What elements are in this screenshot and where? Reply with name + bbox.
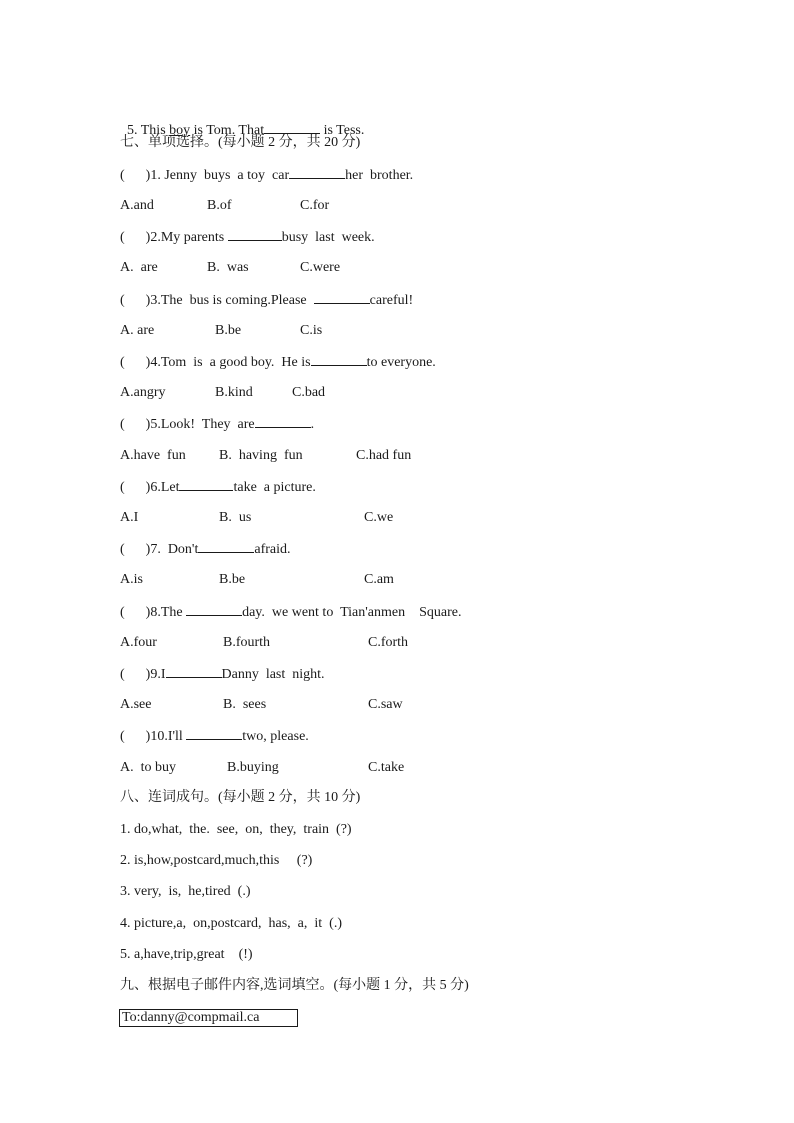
q5-text-pre: 5. This <box>127 123 170 138</box>
question-8-stem <box>120 603 461 622</box>
question-text-end: take a picture. <box>233 480 316 495</box>
question-6-option-c[interactable]: C.we <box>364 510 394 525</box>
question-10-option-a[interactable]: A. to buy <box>120 760 176 775</box>
question-text: ( )5.Look! They are <box>120 417 255 432</box>
question-text-end: Danny last night. <box>221 667 325 682</box>
question-text-end: two, please. <box>242 729 309 744</box>
question-1-option-c[interactable]: C.for <box>300 198 330 213</box>
question-text: ( )4.Tom is a good boy. He is <box>120 355 311 370</box>
question-text: ( )9.I <box>120 667 166 682</box>
sentence-item-2: 2. is,how,postcard,much,this (?) <box>120 853 313 868</box>
question-1-stem <box>120 166 413 185</box>
answer-blank[interactable] <box>311 353 367 366</box>
section-8-title: 八、连词成句。(每小题 2 分，共 10 分) <box>120 790 361 805</box>
answer-blank[interactable] <box>228 228 282 241</box>
question-text-end: to everyone. <box>366 355 436 370</box>
question-text: ( )1. Jenny buys a toy car <box>120 168 290 183</box>
answer-blank[interactable] <box>314 291 370 304</box>
question-5-option-b[interactable]: B. having fun <box>219 448 303 463</box>
question-4-option-c[interactable]: C.bad <box>292 385 326 400</box>
question-1-option-a[interactable]: A.and <box>120 198 154 213</box>
question-5-option-a[interactable]: A.have fun <box>120 448 186 463</box>
email-to-box: To:danny@compmail.ca <box>119 1009 298 1027</box>
question-9-option-c[interactable]: C.saw <box>368 697 403 712</box>
question-text-end: . <box>310 417 315 432</box>
question-text-end: afraid. <box>254 542 291 557</box>
question-text: ( )6.Let <box>120 480 180 495</box>
section-9-title: 九、根据电子邮件内容,选词填空。(每小题 1 分，共 5 分) <box>120 978 469 993</box>
q5-text-post: is Tess. <box>320 123 365 138</box>
question-7-option-b[interactable]: B.be <box>219 572 246 587</box>
sentence-item-4: 4. picture,a, on,postcard, has, a, it (.) <box>120 916 342 931</box>
question-9-option-b[interactable]: B. sees <box>223 697 267 712</box>
answer-blank[interactable] <box>179 478 233 491</box>
question-6-option-b[interactable]: B. us <box>219 510 252 525</box>
question-5-stem <box>120 415 314 434</box>
question-4-option-a[interactable]: A.angry <box>120 385 166 400</box>
question-text-end: busy last week. <box>281 230 375 245</box>
answer-blank[interactable] <box>186 727 242 740</box>
sentence-item-3: 3. very, is, he,tired (.) <box>120 884 251 899</box>
question-4-stem <box>120 353 436 372</box>
question-9-stem <box>120 665 325 684</box>
question-3-stem <box>120 291 413 310</box>
question-2-option-c[interactable]: C.were <box>300 260 341 275</box>
question-7-option-a[interactable]: A.is <box>120 572 143 587</box>
question-3-option-b[interactable]: B.be <box>215 323 242 338</box>
section-7-title: 七、单项选择。(每小题 2 分，共 20 分) <box>120 135 361 150</box>
question-text-end: careful! <box>369 293 414 308</box>
question-1-option-b[interactable]: B.of <box>207 198 232 213</box>
question-text-end: her brother. <box>345 168 414 183</box>
sentence-item-1: 1. do,what, the. see, on, they, train (?) <box>120 822 352 837</box>
question-10-option-c[interactable]: C.take <box>368 760 405 775</box>
answer-blank[interactable] <box>264 121 320 134</box>
question-8-option-c[interactable]: C.forth <box>368 635 409 650</box>
answer-blank[interactable] <box>166 665 222 678</box>
question-text: ( )10.I'll <box>120 729 187 744</box>
question-text: ( )8.The <box>120 605 187 620</box>
question-6-option-a[interactable]: A.I <box>120 510 139 525</box>
question-text-end: day. we went to Tian'anmen Square. <box>242 605 462 620</box>
answer-blank[interactable] <box>289 166 345 179</box>
q5-text-mid: is Tom. That <box>190 123 265 138</box>
answer-blank[interactable] <box>198 540 254 553</box>
question-text: ( )7. Don't <box>120 542 199 557</box>
q5-underlined-word: boy <box>169 123 191 138</box>
question-4-option-b[interactable]: B.kind <box>215 385 253 400</box>
question-5-option-c[interactable]: C.had fun <box>356 448 412 463</box>
question-7-stem <box>120 540 291 559</box>
question-6-stem <box>120 478 316 497</box>
question-7-option-c[interactable]: C.am <box>364 572 394 587</box>
sentence-item-5: 5. a,have,trip,great (!) <box>120 947 253 962</box>
question-2-option-b[interactable]: B. was <box>207 260 249 275</box>
question-8-option-b[interactable]: B.fourth <box>223 635 271 650</box>
question-8-option-a[interactable]: A.four <box>120 635 157 650</box>
question-text: ( )3.The bus is coming.Please <box>120 293 314 308</box>
question-2-option-a[interactable]: A. are <box>120 260 158 275</box>
question-3-option-c[interactable]: C.is <box>300 323 323 338</box>
question-3-option-a[interactable]: A. are <box>120 323 155 338</box>
answer-blank[interactable] <box>186 603 242 616</box>
question-10-option-b[interactable]: B.buying <box>227 760 279 775</box>
question-2-stem <box>120 228 375 247</box>
question-9-option-a[interactable]: A.see <box>120 697 152 712</box>
question-10-stem <box>120 727 309 746</box>
question-text: ( )2.My parents <box>120 230 228 245</box>
answer-blank[interactable] <box>255 415 311 428</box>
